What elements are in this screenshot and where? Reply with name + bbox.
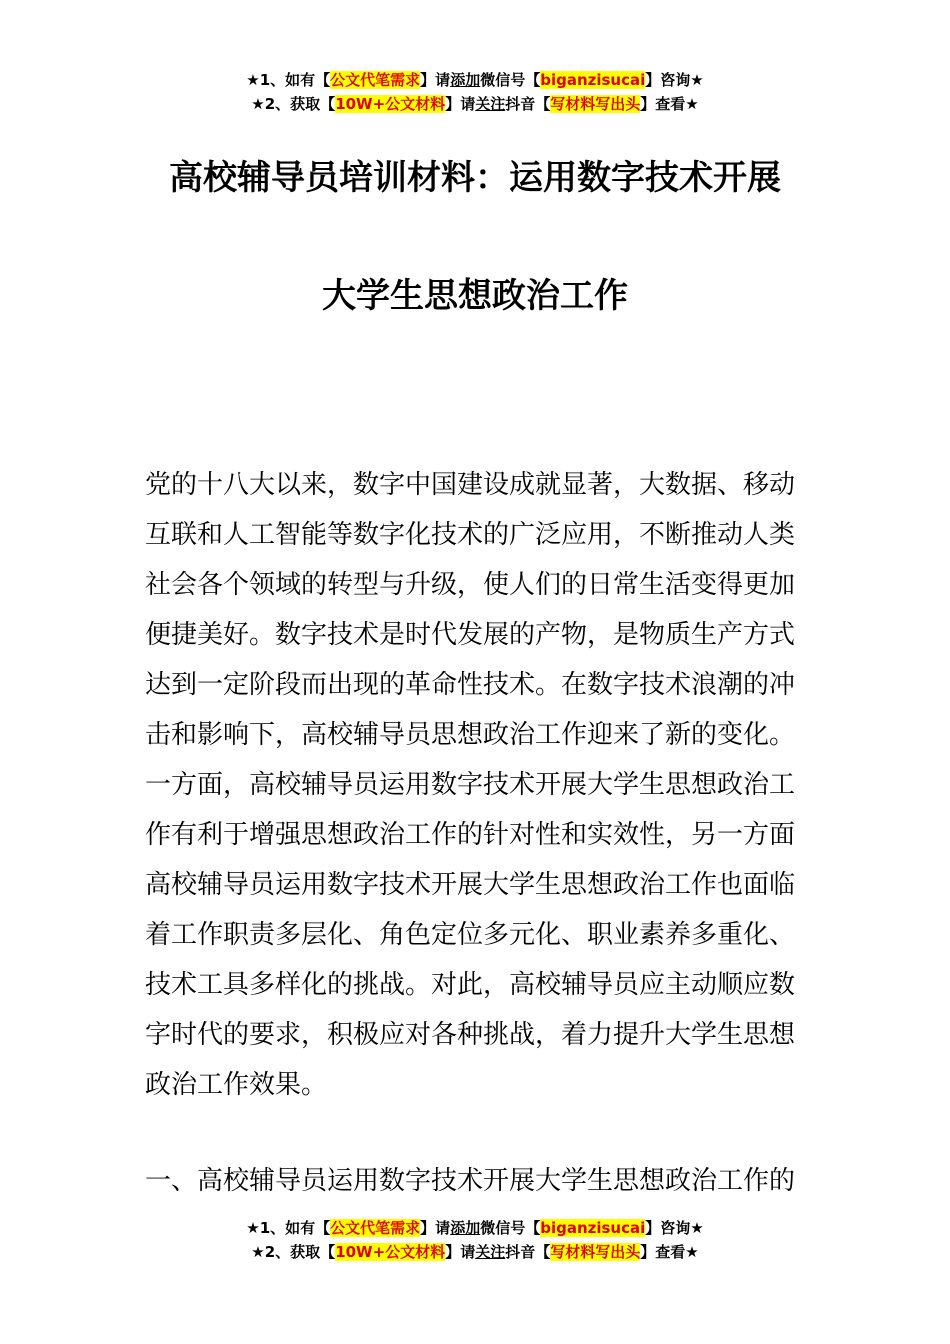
underlined-text: 添加 (450, 71, 481, 89)
underlined-text: 关注 (475, 1243, 506, 1261)
text-line: 击和影响下，高校辅导员思想政治工作迎来了新的变化。 (145, 720, 796, 750)
text-line: 互联和人工智能等数字化技术的广泛应用，不断推动人类 (145, 520, 796, 550)
underlined-text: 添加 (450, 1219, 481, 1237)
promo-line-1: ★1、如有【公文代笔需求】请添加微信号【biganzisucai】咨询★ (246, 71, 704, 89)
text-line: 字时代的要求，积极应对各种挑战，着力提升大学生思想 (145, 1020, 796, 1050)
highlight-text: 10W+公文材料 (335, 1243, 446, 1261)
heading-line: 一、高校辅导员运用数字技术开展大学生思想政治工作的 (145, 1166, 796, 1196)
text-line: 高校辅导员运用数字技术开展大学生思想政治工作也面临 (145, 870, 796, 900)
section-heading (145, 1156, 810, 1206)
highlight-text: 写材料写出头 (550, 95, 641, 113)
highlight-text: 10W+公文材料 (335, 95, 446, 113)
text-line: 着工作职责多层化、角色定位多元化、职业素养多重化、 (145, 920, 796, 950)
header-promo-banner (0, 68, 950, 116)
text-line: 技术工具多样化的挑战。对此，高校辅导员应主动顺应数 (145, 970, 796, 1000)
promo-line-2: ★2、获取【10W+公文材料】请关注抖音【写材料写出头】查看★ (251, 95, 699, 113)
text-line: 便捷美好。数字技术是时代发展的产物，是物质生产方式 (145, 620, 796, 650)
text-line: 社会各个领域的转型与升级，使人们的日常生活变得更加 (145, 570, 796, 600)
text-line: 党的十八大以来，数字中国建设成就显著，大数据、移动 (145, 470, 796, 500)
highlight-text: biganzisucai (540, 1219, 646, 1237)
highlight-text: 写材料写出头 (550, 1243, 641, 1261)
body-paragraph (145, 460, 810, 1110)
text-line: 达到一定阶段而出现的革命性技术。在数字技术浪潮的冲 (145, 670, 796, 700)
highlight-text: 公文代笔需求 (330, 1219, 421, 1237)
highlight-text: 公文代笔需求 (330, 71, 421, 89)
promo-line-1: ★1、如有【公文代笔需求】请添加微信号【biganzisucai】咨询★ (246, 1219, 704, 1237)
footer-promo-banner (0, 1216, 950, 1264)
promo-line-2: ★2、获取【10W+公文材料】请关注抖音【写材料写出头】查看★ (251, 1243, 699, 1261)
highlight-text: biganzisucai (540, 71, 646, 89)
text-line: 政治工作效果。 (145, 1070, 328, 1100)
text-line: 一方面，高校辅导员运用数字技术开展大学生思想政治工 (145, 770, 796, 800)
document-title-line-2: 大学生思想政治工作 (322, 276, 628, 316)
document-title-line-1: 高校辅导员培训材料：运用数字技术开展 (169, 158, 781, 198)
text-line: 作有利于增强思想政治工作的针对性和实效性，另一方面 (145, 820, 796, 850)
underlined-text: 关注 (475, 95, 506, 113)
